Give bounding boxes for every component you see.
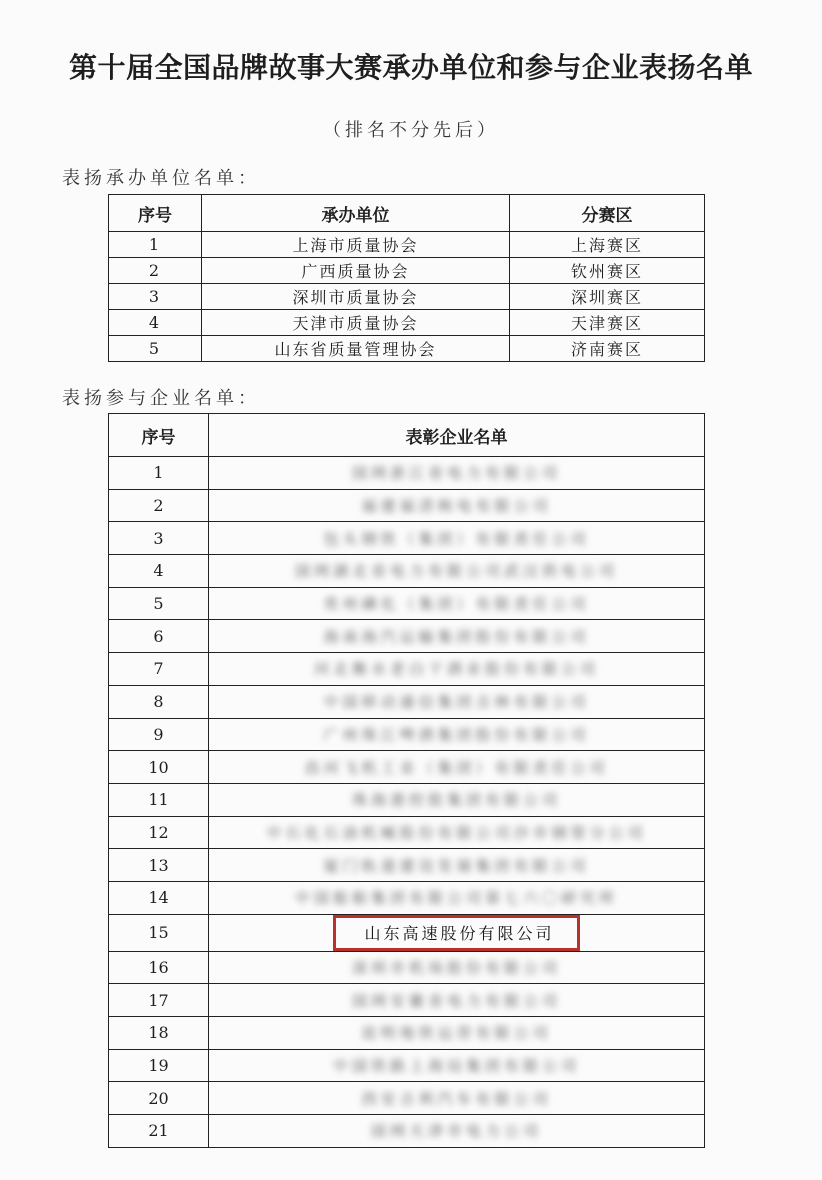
table-row xyxy=(109,336,705,362)
row-number: 3 xyxy=(109,284,202,310)
table-row xyxy=(109,587,705,620)
document-subtitle: （排名不分先后） xyxy=(323,120,499,141)
row-number: 8 xyxy=(109,685,209,718)
blurred-enterprise-name: 西安吉利汽车有限公司 xyxy=(361,1089,552,1108)
blurred-enterprise-name: 中石化石油机械股份有限公司沙市钢管分公司 xyxy=(266,823,647,842)
row-number: 4 xyxy=(109,555,209,588)
enterprise-cell xyxy=(209,1115,705,1148)
host-unit-name: 山东省质量管理协会 xyxy=(202,336,510,362)
division-name: 上海赛区 xyxy=(510,232,705,258)
table-row xyxy=(109,1017,705,1050)
blurred-enterprise-name: 国网天津市电力公司 xyxy=(370,1122,542,1141)
enterprises-table xyxy=(108,413,705,1148)
enterprise-cell xyxy=(209,587,705,620)
table-row xyxy=(109,951,705,984)
enterprise-cell xyxy=(209,1049,705,1082)
table-row xyxy=(109,914,705,951)
blurred-enterprise-name: 珠海港控股集团有限公司 xyxy=(351,791,561,810)
row-number: 6 xyxy=(109,620,209,653)
table-header-row xyxy=(109,414,705,457)
row-number: 18 xyxy=(109,1017,209,1050)
table-row xyxy=(109,816,705,849)
row-number: 17 xyxy=(109,984,209,1017)
blurred-enterprise-name: 中国移动通信集团吉林有限公司 xyxy=(323,693,590,712)
blurred-enterprise-name: 国网安徽省电力有限公司 xyxy=(351,991,561,1010)
highlighted-enterprise-name: 山东高速股份有限公司 xyxy=(333,915,579,951)
blurred-enterprise-name: 深圳市机场股份有限公司 xyxy=(351,958,561,977)
row-number: 3 xyxy=(109,522,209,555)
blurred-enterprise-name: 福建福清核电有限公司 xyxy=(361,497,552,516)
table-row xyxy=(109,555,705,588)
table-header-row xyxy=(109,195,705,232)
enterprise-cell xyxy=(209,489,705,522)
blurred-enterprise-name: 广州珠江啤酒集团股份有限公司 xyxy=(323,725,590,744)
enterprise-cell xyxy=(209,751,705,784)
table-row xyxy=(109,718,705,751)
blurred-enterprise-name: 昆明地铁运营有限公司 xyxy=(361,1024,552,1043)
table-row xyxy=(109,620,705,653)
table-row xyxy=(109,653,705,686)
enterprise-cell xyxy=(209,849,705,882)
row-number: 19 xyxy=(109,1049,209,1082)
table-row xyxy=(109,1082,705,1115)
row-number: 9 xyxy=(109,718,209,751)
column-header-enterprise-name: 表彰企业名单 xyxy=(209,414,705,457)
row-number: 4 xyxy=(109,310,202,336)
row-number: 2 xyxy=(109,258,202,284)
enterprise-cell xyxy=(209,653,705,686)
column-header-host-unit: 承办单位 xyxy=(202,195,510,232)
row-number: 21 xyxy=(109,1115,209,1148)
blurred-enterprise-name: 昌河飞机工业（集团）有限责任公司 xyxy=(304,758,609,777)
row-number: 5 xyxy=(109,587,209,620)
enterprises-section-label: 表扬参与企业名单： xyxy=(62,388,260,409)
blurred-enterprise-name: 贵州磷化（集团）有限责任公司 xyxy=(323,595,590,614)
enterprise-cell xyxy=(209,881,705,914)
blurred-enterprise-name: 厦门轨道建设发展集团有限公司 xyxy=(323,856,590,875)
table-row xyxy=(109,457,705,490)
column-header-number: 序号 xyxy=(109,414,209,457)
table-row xyxy=(109,258,705,284)
enterprise-cell xyxy=(209,914,705,951)
enterprise-cell xyxy=(209,457,705,490)
enterprise-cell xyxy=(209,620,705,653)
blurred-enterprise-name: 国网浙江省电力有限公司 xyxy=(351,464,561,483)
table-row xyxy=(109,1049,705,1082)
host-units-section-label: 表扬承办单位名单： xyxy=(62,168,260,189)
host-unit-name: 深圳市质量协会 xyxy=(202,284,510,310)
row-number: 7 xyxy=(109,653,209,686)
enterprise-cell xyxy=(209,685,705,718)
enterprise-cell xyxy=(209,522,705,555)
row-number: 14 xyxy=(109,881,209,914)
enterprise-cell xyxy=(209,984,705,1017)
column-header-division: 分赛区 xyxy=(510,195,705,232)
blurred-enterprise-name: 国网湖北省电力有限公司武汉供电公司 xyxy=(294,562,618,581)
row-number: 16 xyxy=(109,951,209,984)
enterprise-cell xyxy=(209,555,705,588)
blurred-enterprise-name: 包头钢铁（集团）有限责任公司 xyxy=(323,529,590,548)
enterprise-cell xyxy=(209,1017,705,1050)
table-row xyxy=(109,881,705,914)
blurred-enterprise-name: 河北衡水老白干酒业股份有限公司 xyxy=(313,660,599,679)
table-row xyxy=(109,849,705,882)
host-unit-name: 广西质量协会 xyxy=(202,258,510,284)
division-name: 天津赛区 xyxy=(510,310,705,336)
enterprise-cell xyxy=(209,783,705,816)
host-units-table xyxy=(108,194,705,362)
enterprise-cell xyxy=(209,951,705,984)
column-header-number: 序号 xyxy=(109,195,202,232)
row-number: 5 xyxy=(109,336,202,362)
division-name: 钦州赛区 xyxy=(510,258,705,284)
table-row xyxy=(109,310,705,336)
host-unit-name: 天津市质量协会 xyxy=(202,310,510,336)
enterprise-cell xyxy=(209,718,705,751)
row-number: 1 xyxy=(109,457,209,490)
blurred-enterprise-name: 中国船舶集团有限公司第七六〇研究所 xyxy=(294,889,618,908)
row-number: 10 xyxy=(109,751,209,784)
row-number: 12 xyxy=(109,816,209,849)
row-number: 15 xyxy=(109,914,209,951)
table-row xyxy=(109,984,705,1017)
table-row xyxy=(109,783,705,816)
row-number: 13 xyxy=(109,849,209,882)
blurred-enterprise-name: 中国铁路上海局集团有限公司 xyxy=(332,1057,580,1076)
enterprise-cell xyxy=(209,816,705,849)
row-number: 20 xyxy=(109,1082,209,1115)
row-number: 1 xyxy=(109,232,202,258)
blurred-enterprise-name: 海南海汽运输集团股份有限公司 xyxy=(323,627,590,646)
document-title: 第十届全国品牌故事大赛承办单位和参与企业表扬名单 xyxy=(68,51,753,84)
host-unit-name: 上海市质量协会 xyxy=(202,232,510,258)
table-row xyxy=(109,232,705,258)
division-name: 深圳赛区 xyxy=(510,284,705,310)
table-row xyxy=(109,685,705,718)
row-number: 2 xyxy=(109,489,209,522)
table-row xyxy=(109,522,705,555)
enterprise-cell xyxy=(209,1082,705,1115)
table-row xyxy=(109,1115,705,1148)
table-row xyxy=(109,751,705,784)
table-row xyxy=(109,284,705,310)
row-number: 11 xyxy=(109,783,209,816)
table-row xyxy=(109,489,705,522)
division-name: 济南赛区 xyxy=(510,336,705,362)
